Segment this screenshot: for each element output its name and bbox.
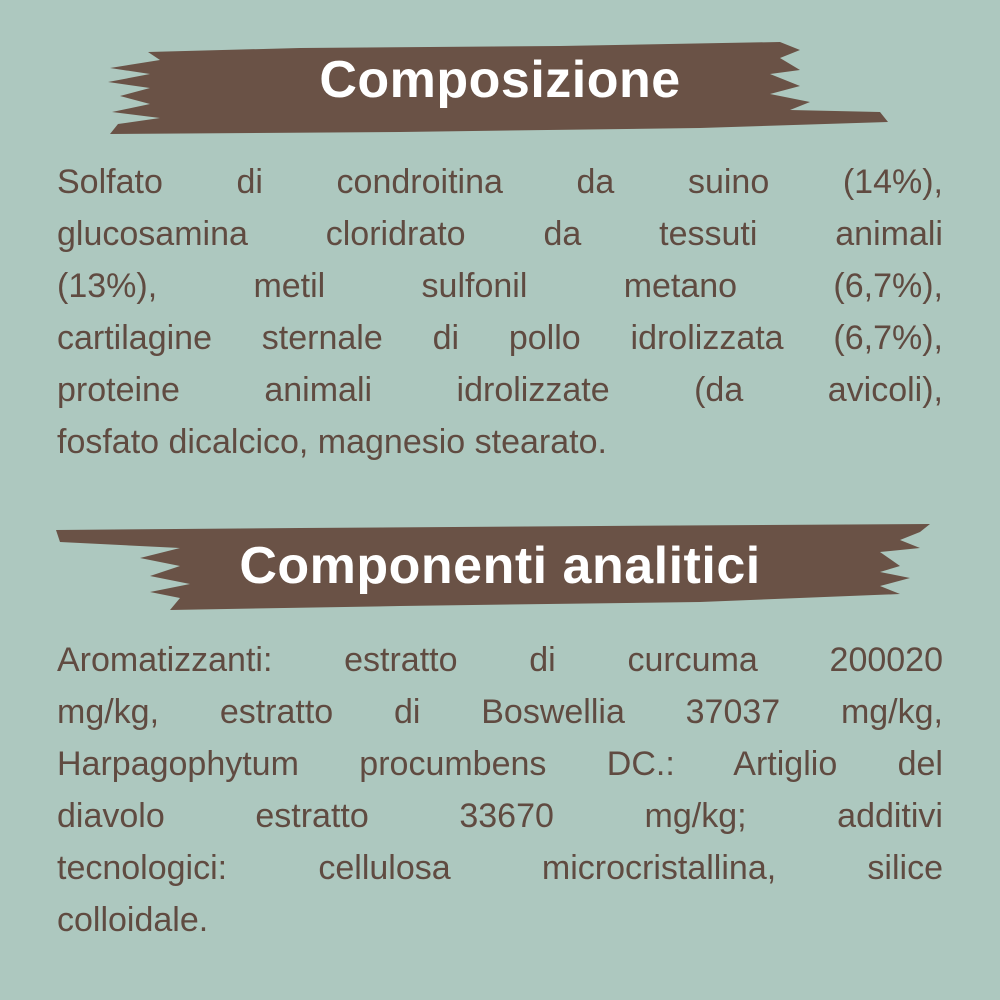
text-line: Solfato di condroitina da suino (14%), — [57, 163, 943, 201]
text-line: glucosamina cloridrato da tessuti animali — [57, 215, 943, 253]
text-line: Aromatizzanti: estratto di curcuma 200020 — [57, 641, 943, 679]
text-line: cartilagine sternale di pollo idrolizzata (6,7%), — [57, 319, 943, 357]
text-line: colloidale. — [57, 901, 209, 939]
componenti-text — [57, 634, 943, 946]
text-line: Harpagophytum procumbens DC.: Artiglio del — [57, 745, 943, 783]
text-line: proteine animali idrolizzate (da avicoli), — [57, 371, 943, 409]
section-title: Componenti analitici — [239, 537, 761, 595]
composizione-banner — [0, 38, 1000, 138]
text-line: fosfato dicalcico, magnesio stearato. — [57, 423, 607, 461]
composizione-text — [57, 156, 943, 468]
text-line: (13%), metil sulfonil metano (6,7%), — [57, 267, 943, 305]
componenti-banner — [0, 518, 1000, 618]
text-line: tecnologici: cellulosa microcristallina, silice — [57, 849, 943, 887]
text-line: mg/kg, estratto di Boswellia 37037 mg/kg, — [57, 693, 943, 731]
section-title: Composizione — [319, 51, 681, 109]
text-line: diavolo estratto 33670 mg/kg; additivi — [57, 797, 943, 835]
